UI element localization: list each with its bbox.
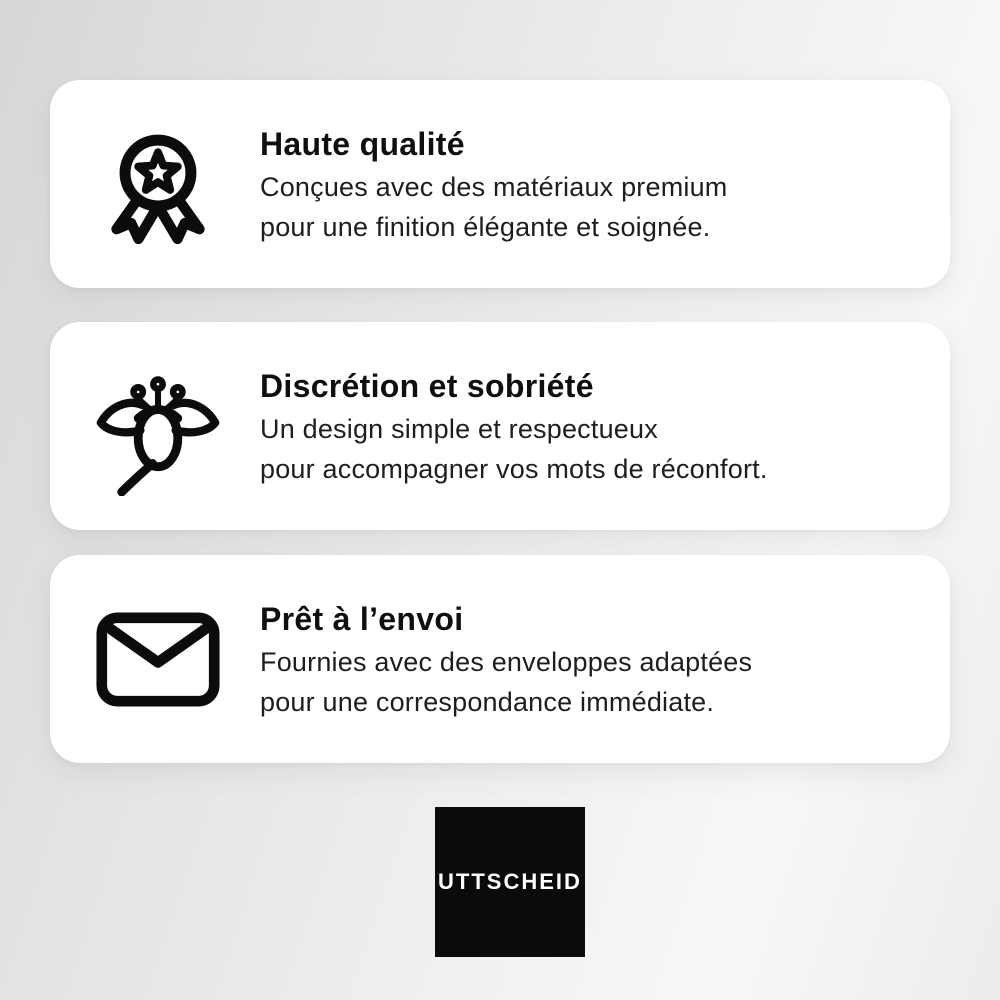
card-line: pour accompagner vos mots de réconfort. bbox=[260, 453, 768, 484]
card-line: Un design simple et respectueux bbox=[260, 413, 658, 444]
card-title: Discrétion et sobriété bbox=[260, 367, 594, 404]
flower-icon bbox=[92, 351, 224, 501]
feature-card-envoi bbox=[50, 555, 950, 763]
card-title: Haute qualité bbox=[260, 125, 465, 162]
envelope-icon bbox=[92, 584, 224, 734]
card-line: pour une correspondance immédiate. bbox=[260, 686, 715, 717]
brand-name: UTTSCHEID bbox=[438, 869, 582, 894]
card-text-block bbox=[260, 364, 768, 489]
medal-star-icon bbox=[92, 109, 224, 259]
brand-logo bbox=[435, 807, 585, 957]
card-line: Fournies avec des enveloppes adaptées bbox=[260, 646, 753, 677]
card-line: pour une finition élégante et soignée. bbox=[260, 211, 711, 242]
card-title: Prêt à l’envoi bbox=[260, 600, 464, 637]
card-text-block bbox=[260, 597, 752, 722]
card-line: Conçues avec des matériaux premium bbox=[260, 171, 728, 202]
feature-card-discretion bbox=[50, 322, 950, 530]
card-text-block bbox=[260, 122, 728, 247]
feature-card-quality bbox=[50, 80, 950, 288]
